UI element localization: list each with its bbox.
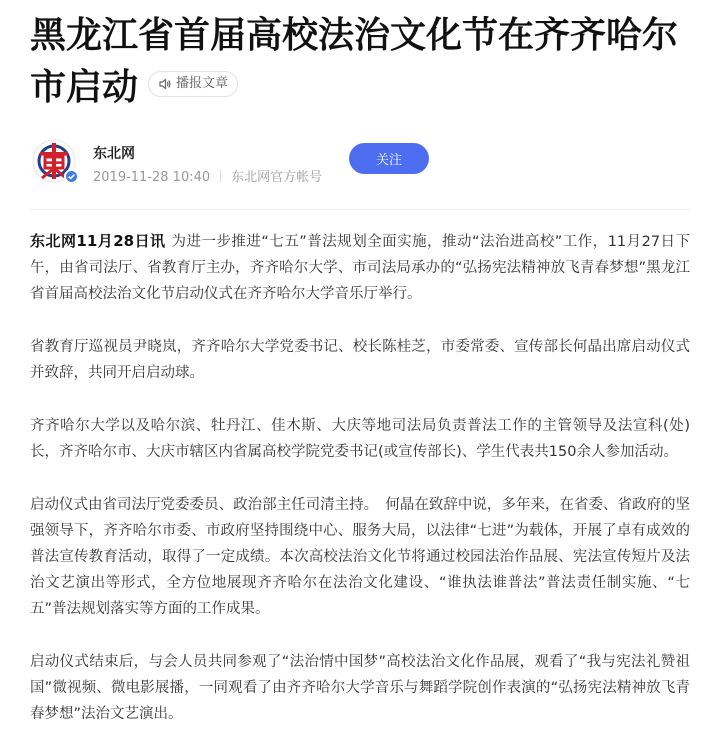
paragraph-text: 为进一步推进“七五”普法规划全面实施，推动“法治进高校”工作，11月27日下午，由省司法厅、省教育厅主办，齐齐哈尔大学、市司法局承办的“弘扬宪法精神放飞青春梦想”黑龙江省首届高校法治文化节启动仪式在齐齐哈尔大学音乐厅举行。: [30, 234, 690, 302]
article-body: [30, 228, 690, 754]
publish-datetime: 2019-11-28 10:40: [93, 170, 211, 185]
article-paragraph-3: 齐齐哈尔大学以及哈尔滨、牡丹江、佳木斯、大庆等地司法局负责普法工作的主管领导及法宣科(处)长，齐齐哈尔市、大庆市辖区内省属高校学院党委书记(或宣传部长)、学生代表共150余人参加活动。: [30, 418, 690, 460]
article-paragraph-4: 启动仪式由省司法厅党委委员、政治部主任司清主持。 何晶在致辞中说，多年来，在省委、省政府的坚强领导下，齐齐哈尔市委、市政府坚持围绕中心、服务大局，以法律“七进”为载体，开展了卓有成效的普法宣传教育活动，取得了一定成绩。本次高校法治文化节将通过校园法治作品展、宪法宣传短片及法治文艺演出等形式，全方位地展现齐齐哈尔在法治文化建设、“谁执法谁普法”普法责任制实施、“七五”普法规划落实等方面的工作成果。: [30, 497, 690, 617]
voice-broadcast-button[interactable]: [148, 71, 238, 97]
meta-divider: [220, 170, 221, 182]
author-name[interactable]: 东北网: [93, 146, 135, 162]
article-title: [30, 0, 690, 114]
article-paragraph-5: 启动仪式结束后，与会人员共同参观了“法治情中国梦”高校法治文化作品展，观看了“我与宪法礼赞祖国”微视频、微电影展播，一同观看了由齐齐哈尔大学音乐与舞蹈学院创作表演的“弘扬宪法精神放飞青春梦想”法治文艺演出。: [30, 654, 690, 722]
speaker-icon: [158, 77, 172, 91]
article-paragraph-2: 省教育厅巡视员尹晓岚，齐齐哈尔大学党委书记、校长陈桂芝，市委常委、宣传部长何晶出席启动仪式并致辞，共同开启启动球。: [30, 339, 690, 381]
author-meta: [93, 166, 322, 185]
voice-broadcast-label: 播报文章: [176, 76, 229, 91]
account-type: 东北网官方帐号: [231, 170, 323, 185]
article-title-text: 黑龙江省首届高校法治文化节在齐齐哈尔市启动: [30, 15, 679, 108]
article-lead: 东北网11月28日讯: [30, 232, 166, 250]
author-bar: [30, 135, 690, 191]
follow-button[interactable]: 关注: [349, 143, 429, 174]
verified-badge-icon: [64, 169, 79, 184]
article-paragraph-1: [30, 228, 690, 307]
article-page: [30, 0, 690, 722]
header-divider: [30, 209, 690, 210]
